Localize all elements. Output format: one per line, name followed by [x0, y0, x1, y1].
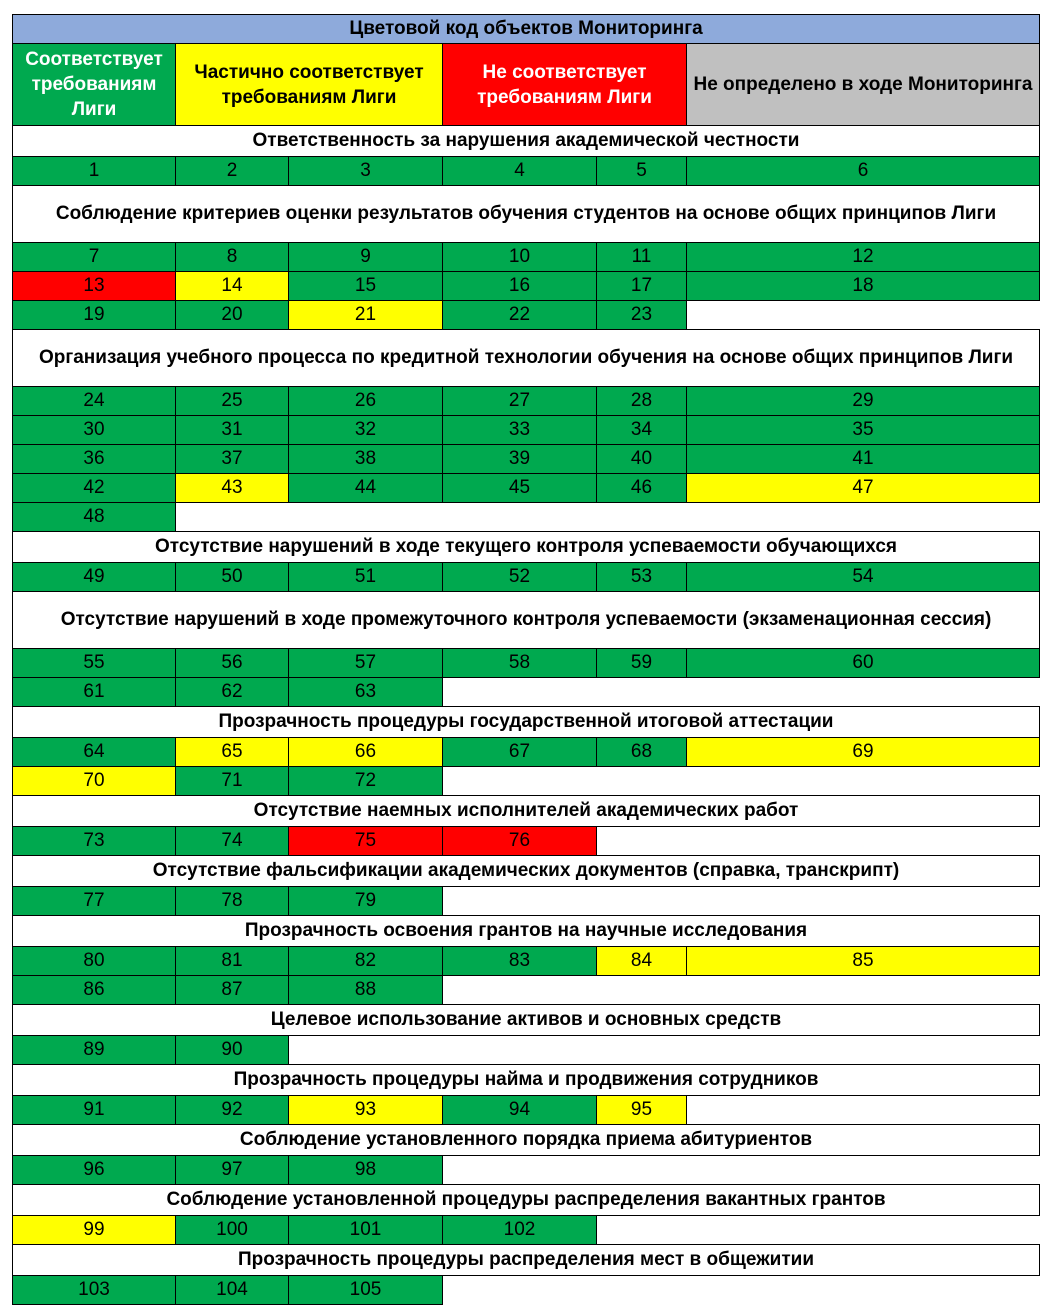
- object-cell: 100: [176, 1216, 289, 1245]
- object-cell: 41: [687, 445, 1040, 474]
- object-cell: 87: [176, 976, 289, 1005]
- empty-cell: [687, 1036, 1040, 1065]
- empty-cell: [687, 887, 1040, 916]
- object-cell: 58: [443, 649, 597, 678]
- object-cell: 51: [289, 563, 443, 592]
- object-cell: 69: [687, 738, 1040, 767]
- section-header-row: [13, 856, 1040, 887]
- object-cell: 67: [443, 738, 597, 767]
- empty-cell: [597, 1156, 687, 1185]
- section-header-row: [13, 532, 1040, 563]
- object-cell: 40: [597, 445, 687, 474]
- object-cell: 27: [443, 387, 597, 416]
- section-header-row: [13, 1245, 1040, 1276]
- legend-noncompliant: Не соответствует требованиям Лиги: [443, 44, 687, 126]
- object-cell: 85: [687, 947, 1040, 976]
- object-cell: 55: [13, 649, 176, 678]
- empty-cell: [597, 503, 687, 532]
- object-cell: 28: [597, 387, 687, 416]
- object-cell: 70: [13, 767, 176, 796]
- section-header-row: [13, 707, 1040, 738]
- object-cell: 25: [176, 387, 289, 416]
- object-cell: 101: [289, 1216, 443, 1245]
- empty-cell: [443, 887, 597, 916]
- section-title: Организация учебного процесса по кредитной технологии обучения на основе общих принципов Лиги: [13, 330, 1040, 387]
- section-header-row: [13, 330, 1040, 387]
- object-cell: 23: [597, 301, 687, 330]
- object-row: [13, 1096, 1040, 1125]
- object-cell: 104: [176, 1276, 289, 1305]
- object-cell: 12: [687, 243, 1040, 272]
- legend-compliant: Соответствует требованиям Лиги: [13, 44, 176, 126]
- section-header-row: [13, 1125, 1040, 1156]
- object-cell: 103: [13, 1276, 176, 1305]
- object-cell: 60: [687, 649, 1040, 678]
- section-header-row: [13, 1185, 1040, 1216]
- object-cell: 99: [13, 1216, 176, 1245]
- object-cell: 11: [597, 243, 687, 272]
- object-cell: 90: [176, 1036, 289, 1065]
- section-title: Отсутствие нарушений в ходе промежуточного контроля успеваемости (экзаменационная сессия): [13, 592, 1040, 649]
- object-cell: 63: [289, 678, 443, 707]
- empty-cell: [687, 1216, 1040, 1245]
- object-cell: 43: [176, 474, 289, 503]
- object-cell: 74: [176, 827, 289, 856]
- section-title: Целевое использование активов и основных средств: [13, 1005, 1040, 1036]
- object-cell: 31: [176, 416, 289, 445]
- object-row: [13, 387, 1040, 416]
- object-row: [13, 1216, 1040, 1245]
- object-cell: 22: [443, 301, 597, 330]
- object-cell: 97: [176, 1156, 289, 1185]
- object-cell: 68: [597, 738, 687, 767]
- object-row: [13, 767, 1040, 796]
- section-header-row: [13, 1065, 1040, 1096]
- object-cell: 34: [597, 416, 687, 445]
- object-cell: 91: [13, 1096, 176, 1125]
- object-cell: 89: [13, 1036, 176, 1065]
- object-row: [13, 738, 1040, 767]
- object-row: [13, 947, 1040, 976]
- object-cell: 59: [597, 649, 687, 678]
- object-cell: 65: [176, 738, 289, 767]
- object-cell: 10: [443, 243, 597, 272]
- object-row: [13, 1036, 1040, 1065]
- object-cell: 9: [289, 243, 443, 272]
- empty-cell: [443, 976, 597, 1005]
- object-cell: 71: [176, 767, 289, 796]
- empty-cell: [597, 1276, 687, 1305]
- object-cell: 84: [597, 947, 687, 976]
- object-cell: 17: [597, 272, 687, 301]
- section-title: Прозрачность процедуры найма и продвижения сотрудников: [13, 1065, 1040, 1096]
- object-cell: 62: [176, 678, 289, 707]
- legend-undetermined: Не определено в ходе Мониторинга: [687, 44, 1040, 126]
- object-cell: 72: [289, 767, 443, 796]
- object-cell: 20: [176, 301, 289, 330]
- object-cell: 53: [597, 563, 687, 592]
- object-cell: 5: [597, 157, 687, 186]
- object-row: [13, 301, 1040, 330]
- section-header-row: [13, 186, 1040, 243]
- empty-cell: [687, 827, 1040, 856]
- object-cell: 37: [176, 445, 289, 474]
- object-row: [13, 649, 1040, 678]
- object-row: [13, 157, 1040, 186]
- monitoring-color-code-table: [12, 14, 1039, 1305]
- object-cell: 3: [289, 157, 443, 186]
- object-row: [13, 503, 1040, 532]
- section-title: Прозрачность освоения грантов на научные исследования: [13, 916, 1040, 947]
- object-cell: 21: [289, 301, 443, 330]
- object-cell: 32: [289, 416, 443, 445]
- object-row: [13, 1156, 1040, 1185]
- object-cell: 61: [13, 678, 176, 707]
- object-row: [13, 474, 1040, 503]
- object-cell: 79: [289, 887, 443, 916]
- empty-cell: [443, 678, 597, 707]
- object-row: [13, 678, 1040, 707]
- section-title: Прозрачность процедуры государственной итоговой аттестации: [13, 707, 1040, 738]
- object-cell: 45: [443, 474, 597, 503]
- empty-cell: [443, 767, 597, 796]
- section-title: Ответственность за нарушения академической честности: [13, 126, 1040, 157]
- object-cell: 102: [443, 1216, 597, 1245]
- empty-cell: [687, 1156, 1040, 1185]
- object-cell: 54: [687, 563, 1040, 592]
- object-cell: 33: [443, 416, 597, 445]
- object-cell: 94: [443, 1096, 597, 1125]
- object-cell: 86: [13, 976, 176, 1005]
- empty-cell: [687, 1096, 1040, 1125]
- object-cell: 47: [687, 474, 1040, 503]
- object-row: [13, 563, 1040, 592]
- object-cell: 19: [13, 301, 176, 330]
- object-cell: 66: [289, 738, 443, 767]
- legend-row: [13, 44, 1040, 126]
- section-title: Соблюдение установленной процедуры распределения вакантных грантов: [13, 1185, 1040, 1216]
- object-cell: 1: [13, 157, 176, 186]
- empty-cell: [597, 767, 687, 796]
- object-cell: 8: [176, 243, 289, 272]
- empty-cell: [687, 301, 1040, 330]
- object-cell: 73: [13, 827, 176, 856]
- object-cell: 57: [289, 649, 443, 678]
- section-title: Отсутствие нарушений в ходе текущего контроля успеваемости обучающихся: [13, 532, 1040, 563]
- section-header-row: [13, 796, 1040, 827]
- empty-cell: [289, 503, 443, 532]
- object-row: [13, 272, 1040, 301]
- section-title: Отсутствие фальсификации академических документов (справка, транскрипт): [13, 856, 1040, 887]
- object-cell: 14: [176, 272, 289, 301]
- object-cell: 50: [176, 563, 289, 592]
- object-cell: 95: [597, 1096, 687, 1125]
- empty-cell: [443, 1036, 597, 1065]
- empty-cell: [597, 678, 687, 707]
- section-title: Прозрачность процедуры распределения мест в общежитии: [13, 1245, 1040, 1276]
- object-cell: 26: [289, 387, 443, 416]
- object-cell: 98: [289, 1156, 443, 1185]
- object-cell: 105: [289, 1276, 443, 1305]
- empty-cell: [687, 678, 1040, 707]
- object-cell: 96: [13, 1156, 176, 1185]
- object-cell: 93: [289, 1096, 443, 1125]
- object-cell: 76: [443, 827, 597, 856]
- object-cell: 24: [13, 387, 176, 416]
- object-row: [13, 243, 1040, 272]
- object-cell: 15: [289, 272, 443, 301]
- object-cell: 38: [289, 445, 443, 474]
- object-cell: 46: [597, 474, 687, 503]
- object-cell: 39: [443, 445, 597, 474]
- object-cell: 82: [289, 947, 443, 976]
- empty-cell: [687, 767, 1040, 796]
- object-row: [13, 416, 1040, 445]
- object-cell: 52: [443, 563, 597, 592]
- object-cell: 36: [13, 445, 176, 474]
- object-cell: 83: [443, 947, 597, 976]
- object-cell: 75: [289, 827, 443, 856]
- object-cell: 80: [13, 947, 176, 976]
- empty-cell: [597, 976, 687, 1005]
- section-header-row: [13, 592, 1040, 649]
- object-cell: 48: [13, 503, 176, 532]
- section-header-row: [13, 916, 1040, 947]
- empty-cell: [443, 1276, 597, 1305]
- object-cell: 77: [13, 887, 176, 916]
- object-cell: 44: [289, 474, 443, 503]
- section-title: Соблюдение установленного порядка приема абитуриентов: [13, 1125, 1040, 1156]
- object-row: [13, 976, 1040, 1005]
- object-cell: 18: [687, 272, 1040, 301]
- object-cell: 7: [13, 243, 176, 272]
- object-cell: 29: [687, 387, 1040, 416]
- object-cell: 16: [443, 272, 597, 301]
- object-cell: 64: [13, 738, 176, 767]
- section-header-row: [13, 1005, 1040, 1036]
- object-cell: 6: [687, 157, 1040, 186]
- empty-cell: [443, 1156, 597, 1185]
- object-cell: 35: [687, 416, 1040, 445]
- table-title: Цветовой код объектов Мониторинга: [13, 15, 1040, 44]
- object-cell: 56: [176, 649, 289, 678]
- empty-cell: [597, 827, 687, 856]
- object-cell: 30: [13, 416, 176, 445]
- section-title: Отсутствие наемных исполнителей академических работ: [13, 796, 1040, 827]
- object-cell: 92: [176, 1096, 289, 1125]
- empty-cell: [443, 503, 597, 532]
- object-row: [13, 887, 1040, 916]
- empty-cell: [176, 503, 289, 532]
- object-row: [13, 445, 1040, 474]
- legend-partial: Частично соответствует требованиям Лиги: [176, 44, 443, 126]
- object-cell: 4: [443, 157, 597, 186]
- empty-cell: [597, 1216, 687, 1245]
- empty-cell: [687, 976, 1040, 1005]
- empty-cell: [687, 503, 1040, 532]
- object-cell: 81: [176, 947, 289, 976]
- object-cell: 13: [13, 272, 176, 301]
- section-header-row: [13, 126, 1040, 157]
- object-cell: 2: [176, 157, 289, 186]
- object-row: [13, 1276, 1040, 1305]
- section-title: Соблюдение критериев оценки результатов обучения студентов на основе общих принципов Лиги: [13, 186, 1040, 243]
- object-row: [13, 827, 1040, 856]
- object-cell: 78: [176, 887, 289, 916]
- empty-cell: [687, 1276, 1040, 1305]
- object-cell: 42: [13, 474, 176, 503]
- object-cell: 88: [289, 976, 443, 1005]
- object-cell: 49: [13, 563, 176, 592]
- empty-cell: [289, 1036, 443, 1065]
- empty-cell: [597, 1036, 687, 1065]
- empty-cell: [597, 887, 687, 916]
